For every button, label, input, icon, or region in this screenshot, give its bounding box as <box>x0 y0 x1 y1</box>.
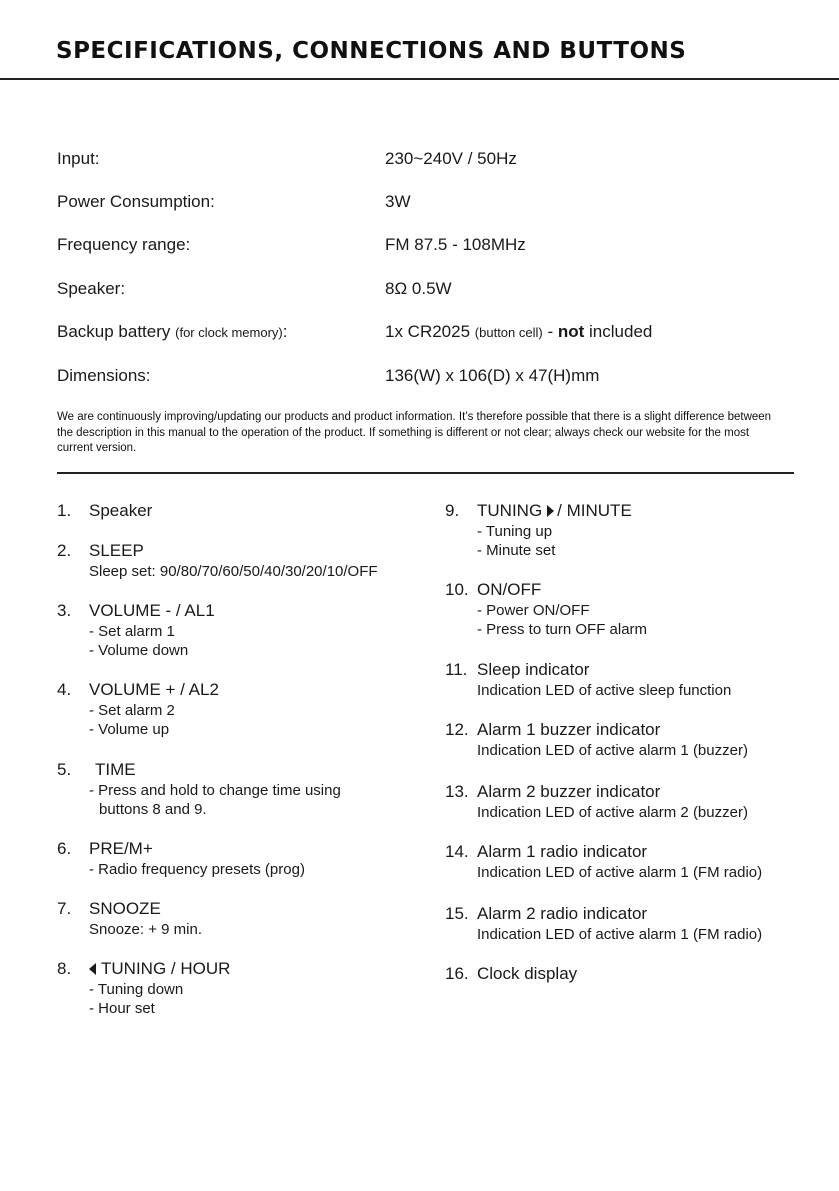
item-number: 13. <box>445 782 469 801</box>
item-number: 1. <box>57 501 72 520</box>
item-detail: - Power ON/OFF <box>477 602 590 619</box>
spec-value: FM 87.5 - 108MHz <box>385 235 526 254</box>
item-detail: - Press and hold to change time using <box>89 782 341 799</box>
item-number: 4. <box>57 680 72 699</box>
spec-label-note: (for clock memory) <box>175 325 283 340</box>
item-number: 2. <box>57 541 72 560</box>
item-detail: Indication LED of active alarm 1 (buzzer) <box>477 742 748 759</box>
spec-label: Speaker: <box>57 279 126 298</box>
item-heading-text: TUNING <box>477 501 543 520</box>
item-detail: Indication LED of active alarm 1 (FM radio) <box>477 864 763 881</box>
item-detail: - Volume down <box>89 642 189 659</box>
spec-value: 136(W) x 106(D) x 47(H)mm <box>385 366 600 385</box>
item-heading: VOLUME + / AL2 <box>89 680 219 699</box>
item-heading: Sleep indicator <box>477 660 590 679</box>
item-number: 11. <box>445 660 468 679</box>
item-number: 6. <box>57 839 72 858</box>
spec-value: 230~240V / 50Hz <box>385 149 517 168</box>
item-detail: Indication LED of active sleep function <box>477 682 732 699</box>
triangle-right-icon <box>547 505 554 517</box>
spec-label-colon: : <box>282 322 288 341</box>
spec-label: Power Consumption: <box>57 192 215 211</box>
item-heading-text: TUNING / HOUR <box>101 959 231 978</box>
spec-value: 3W <box>385 192 411 211</box>
item-heading: PRE/M+ <box>89 839 153 858</box>
item-heading: Alarm 2 radio indicator <box>477 904 648 923</box>
item-number: 3. <box>57 601 72 620</box>
item-number: 14. <box>445 842 469 861</box>
header-divider <box>0 78 839 80</box>
item-heading: ON/OFF <box>477 580 542 599</box>
item-heading: Alarm 1 buzzer indicator <box>477 720 661 739</box>
item-heading <box>477 501 632 521</box>
item-heading: SNOOZE <box>89 899 161 918</box>
item-detail: - Tuning down <box>89 981 184 998</box>
spec-value-bold: not <box>557 322 585 341</box>
item-number: 9. <box>445 501 460 520</box>
item-number: 5. <box>57 760 72 779</box>
item-detail: Indication LED of active alarm 1 (FM radio) <box>477 926 763 943</box>
item-number: 8. <box>57 959 72 978</box>
spec-label-text: Backup battery <box>57 322 171 341</box>
disclaimer: We are continuously improving/updating our products and product information. It’s therefore possible that there is a slight difference between the description in this manual to the operation of the product. If something is different or not clear; always check our website for the most current version. <box>57 411 772 454</box>
item-detail: Sleep set: 90/80/70/60/50/40/30/20/10/OFF <box>89 563 378 580</box>
item-detail: - Volume up <box>89 721 170 738</box>
item-heading: Alarm 1 radio indicator <box>477 842 648 861</box>
item-heading: SLEEP <box>89 541 144 560</box>
spec-value-post: included <box>589 322 653 341</box>
spec-value-dash: - <box>547 322 554 341</box>
item-heading <box>89 959 230 979</box>
item-detail: - Minute set <box>477 542 556 559</box>
section-divider <box>57 472 794 474</box>
spec-value <box>385 322 652 342</box>
spec-label: Frequency range: <box>57 235 191 254</box>
item-detail: - Set alarm 1 <box>89 623 175 640</box>
item-number: 16. <box>445 964 469 983</box>
item-heading-text: / MINUTE <box>557 501 632 520</box>
spec-value: 8Ω 0.5W <box>385 279 452 298</box>
item-heading: Speaker <box>89 501 153 520</box>
item-number: 12. <box>445 720 469 739</box>
item-heading: VOLUME - / AL1 <box>89 601 215 620</box>
spec-value-note: (button cell) <box>474 325 543 340</box>
triangle-left-icon <box>89 963 96 975</box>
item-detail: - Set alarm 2 <box>89 702 175 719</box>
item-detail: - Hour set <box>89 1000 155 1017</box>
spec-label: Dimensions: <box>57 366 151 385</box>
item-number: 10. <box>445 580 469 599</box>
item-heading: Clock display <box>477 964 578 983</box>
item-detail: - Press to turn OFF alarm <box>477 621 648 638</box>
item-detail: Snooze: + 9 min. <box>89 921 202 938</box>
item-heading: TIME <box>95 760 136 779</box>
item-detail: - Radio frequency presets (prog) <box>89 861 305 878</box>
page-title: SPECIFICATIONS, CONNECTIONS AND BUTTONS <box>56 38 687 64</box>
spec-label: Input: <box>57 149 100 168</box>
item-number: 7. <box>57 899 72 918</box>
item-number: 15. <box>445 904 469 923</box>
item-detail: - Tuning up <box>477 523 553 540</box>
spec-label <box>57 322 288 342</box>
item-detail: buttons 8 and 9. <box>99 801 207 818</box>
spec-value-text: 1x CR2025 <box>385 322 471 341</box>
item-detail: Indication LED of active alarm 2 (buzzer) <box>477 804 748 821</box>
item-heading: Alarm 2 buzzer indicator <box>477 782 661 801</box>
